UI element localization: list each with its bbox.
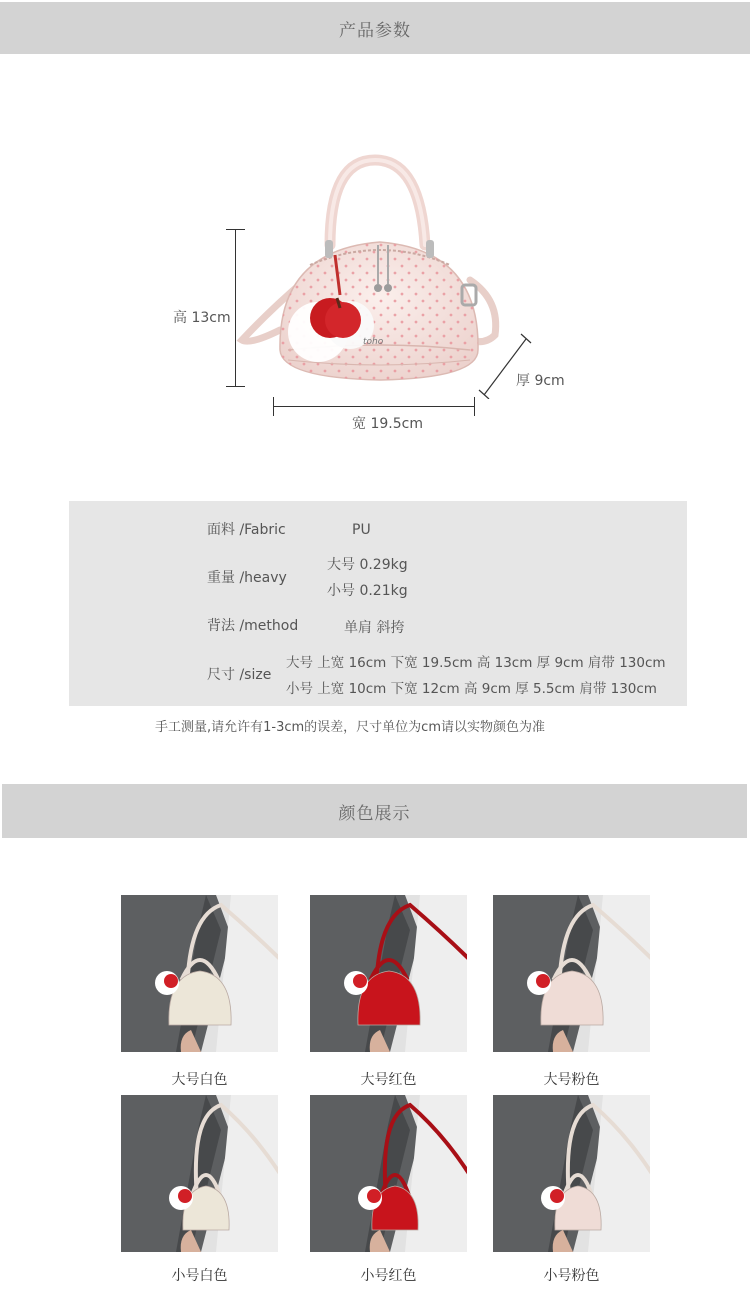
method-value: 单肩 斜挎 [344,620,405,636]
color-thumbnail[interactable] [310,1095,467,1252]
color-thumbnail[interactable] [121,895,278,1052]
measurement-note: 手工测量,请允许有1-3cm的误差，尺寸单位为cm请以实物颜色为准 [155,720,545,735]
color-thumbnail[interactable] [310,895,467,1052]
fabric-value: PU [352,522,371,538]
height-tick-bottom [226,386,245,387]
section-banner-params [0,2,750,54]
width-line [273,406,475,407]
width-tick-left [273,397,274,416]
size-large: 大号 上宽 16cm 下宽 19.5cm 高 13cm 厚 9cm 肩带 130cm [286,655,666,671]
weight-label: 重量 /heavy [207,570,287,586]
section-title: 产品参数 [339,20,411,41]
color-label: 小号红色 [360,1268,417,1284]
size-label: 尺寸 /size [207,667,272,683]
weight-large: 大号 0.29kg [327,557,408,573]
width-label: 宽 19.5cm [352,416,423,432]
color-thumbnail[interactable] [493,895,650,1052]
fabric-label: 面料 /Fabric [207,522,286,538]
section-banner-colors [2,784,747,838]
color-thumbnail[interactable] [121,1095,278,1252]
color-label: 小号白色 [171,1268,228,1284]
color-label: 小号粉色 [543,1268,600,1284]
depth-label: 厚 9cm [516,373,565,389]
height-line [235,229,236,387]
height-tick-top [226,229,245,230]
weight-small: 小号 0.21kg [327,583,408,599]
method-label: 背法 /method [207,618,299,634]
spec-table [69,501,687,706]
width-tick-right [474,397,475,416]
height-label: 高 13cm [173,310,231,326]
section-title: 颜色展示 [338,803,411,824]
color-label: 大号粉色 [543,1072,600,1088]
color-label: 大号红色 [360,1072,417,1088]
brand-text: toho [363,337,384,347]
color-thumbnail[interactable] [493,1095,650,1252]
color-label: 大号白色 [171,1072,228,1088]
size-small: 小号 上宽 10cm 下宽 12cm 高 9cm 厚 5.5cm 肩带 130cm [286,681,657,697]
